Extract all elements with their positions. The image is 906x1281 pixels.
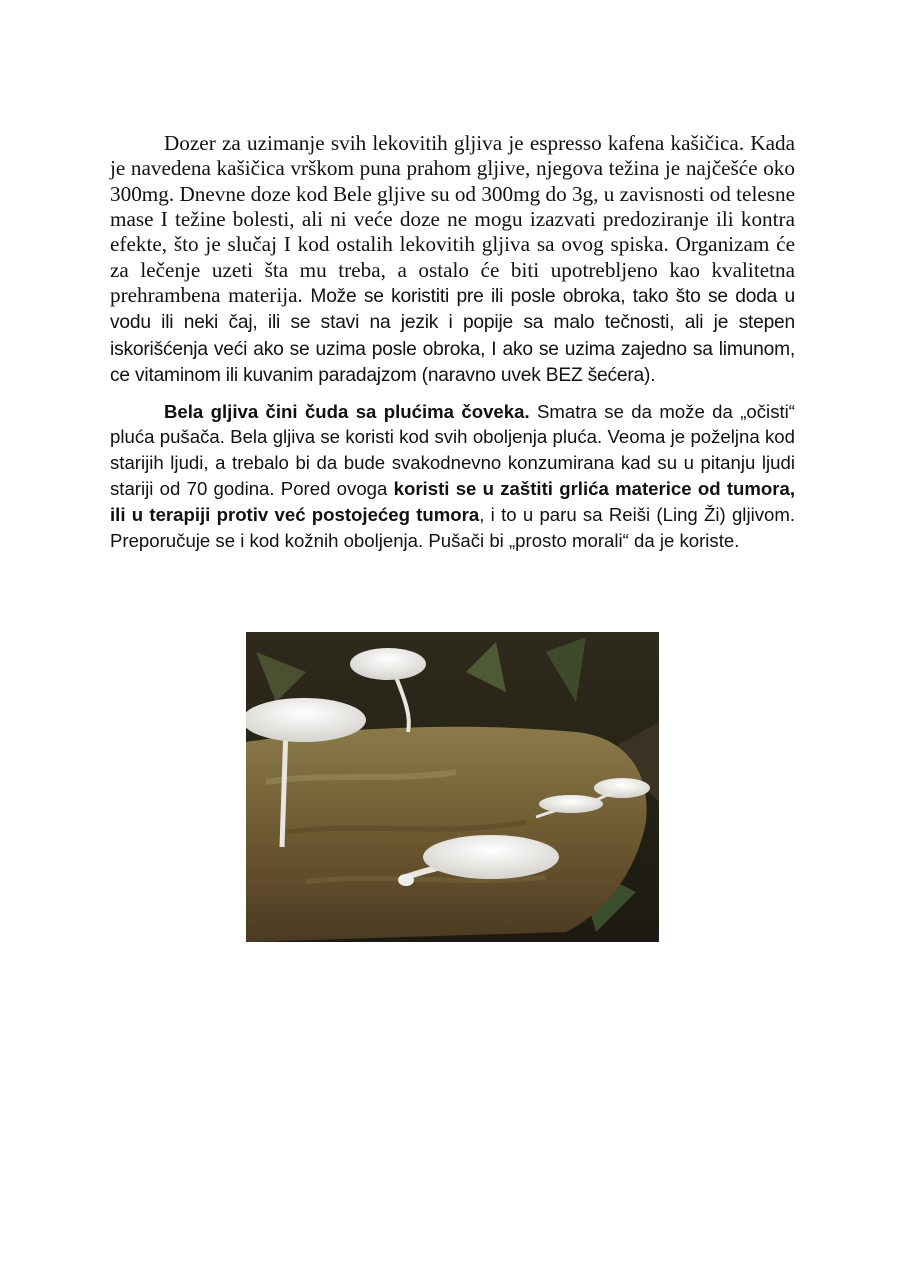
paragraph-dosage-sans-text: Može se koristiti pre ili posle obroka, tako što se doda u vodu ili neki čaj, ili se stavi na jezik i popije sa malo tečnosti, ali je stepen iskorišćenja veći ako se uzima posle obroka, I ako se uzima zajedno sa limunom, ce vitaminom ili kuvanim paradajzom (naravno uvek BEZ šećera). (110, 285, 796, 386)
paragraph-lungs (110, 399, 795, 554)
mushroom-photo (246, 632, 659, 942)
paragraph-dosage (110, 131, 795, 388)
paragraph-lungs-text-a: Smatra se da može da „očisti“ pluća pušača. Bela gljiva se koristi kod svih oboljenja pluća. Veoma je poželjna kod starijih ljudi, a trebalo bi da bude svakodnevno konzumirana kad su u pitanju ljudi stariji od 70 godina. Pored ovoga (110, 400, 795, 499)
paragraph-dosage-serif-text: Dozer za uzimanje svih lekovitih gljiva je espresso kafena kašičica. Kada je navedena kašičica vrškom puna prahom gljive, njegova težina je najčešće oko 300mg. Dnevne doze kod Bele gljive su od 300mg do 3g, u zavisnosti od telesne mase I težine bolesti, ali ni veće doze ne mogu izazvati predoziranje ili kontra efekte, što je slučaj I kod ostalih lekovitih gljiva sa ovog spiska. Organizam će za lečenje uzeti šta mu treba, a ostalo će biti upotrebljeno kao kvalitetna prehrambena materija. (110, 131, 795, 307)
paragraph-lungs-lead-bold: Bela gljiva čini čuda sa plućima čoveka. (164, 400, 530, 422)
paragraph-lungs-bold-b: koristi se u zaštiti grlića materice od tumora, ili u terapiji protiv već postojećeg tumora (110, 477, 795, 525)
paragraph-lungs-text-c: , i to u paru sa Reiši (Ling Ži) gljivom. Preporučuje se i kod kožnih oboljenja. Pušači bi „prosto morali“ da je koriste. (110, 503, 795, 551)
